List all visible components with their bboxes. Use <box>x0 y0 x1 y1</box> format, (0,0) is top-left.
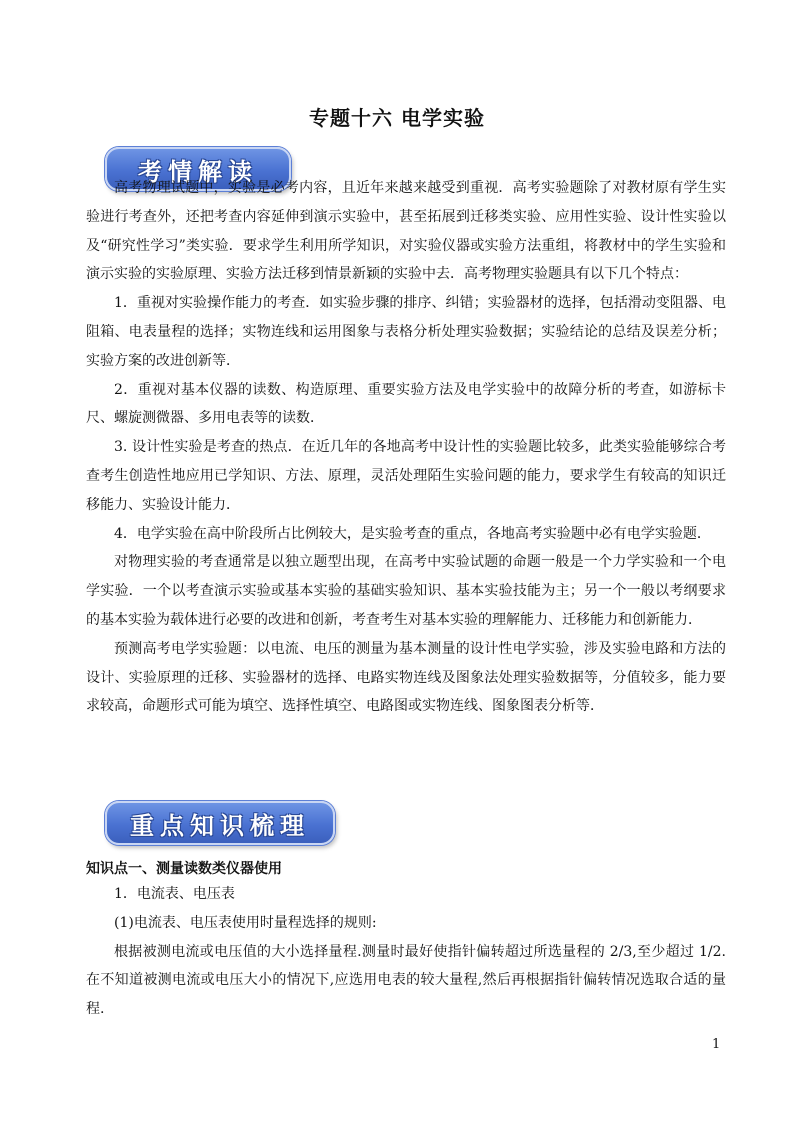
paragraph: 对物理实验的考查通常是以独立题型出现，在高考中实验试题的命题一般是一个力学实验和一个电学实验．一个以考查演示实验或基本实验的基础实验知识、基本实验技能为主；另一个一般以考纲要求的基本实验为载体进行必要的改进和创新，考查考生对基本实验的理解能力、迁移能力和创新能力． <box>86 554 726 628</box>
knowledge-point-text <box>86 880 726 1024</box>
paragraph: (1)电流表、电压表使用时量程选择的规则: <box>114 914 377 931</box>
section-banner-key-knowledge: 重点知识梳理 <box>105 801 335 845</box>
paragraph: 2．重视对基本仪器的读数、构造原理、重要实验方法及电学实验中的故障分析的考查，如游标卡尺、螺旋测微器、多用电表等的读数． <box>86 381 726 427</box>
paragraph: 根据被测电流或电压值的大小选择量程.测量时最好使指针偏转超过所选量程的 2/3,至少超过 1/2.在不知道被测电流或电压大小的情况下,应选用电表的较大量程,然后再根据指针偏转情况选取合适的量程. <box>86 943 726 1018</box>
section-banner-exam-analysis: 考情解读 <box>105 147 291 191</box>
exam-analysis-text <box>86 174 726 721</box>
paragraph: 预测高考电学实验题：以电流、电压的测量为基本测量的设计性电学实验，涉及实验电路和方法的设计、实验原理的迁移、实验器材的选择、电路实物连线及图象法处理实验数据等，分值较多，能力要求较高，命题形式可能为填空、选择性填空、电路图或实物连线、图象图表分析等． <box>86 640 726 715</box>
paragraph: 3. 设计性实验是考查的热点．在近几年的各地高考中设计性的实验题比较多，此类实验能够综合考查考生创造性地应用已学知识、方法、原理，灵活处理陌生实验问题的能力，要求学生有较高的知识迁移能力、实验设计能力． <box>86 439 726 513</box>
paragraph: 1．重视对实验操作能力的考查．如实验步骤的排序、纠错；实验器材的选择，包括滑动变阻器、电阻箱、电表量程的选择；实物连线和运用图象与表格分析处理实验数据；实验结论的总结及误差分析；实验方案的改进创新等． <box>86 295 726 369</box>
page-number: 1 <box>712 1037 721 1052</box>
paragraph: 高考物理试题中，实验是必考内容，且近年来越来越受到重视．高考实验题除了对教材原有学生实验进行考查外，还把考查内容延伸到演示实验中，甚至拓展到迁移类实验、应用性实验、设计性实验以及“研究性学习”类实验．要求学生利用所学知识，对实验仪器或实验方法重组，将教材中的学生实验和演示实验的实验原理、实验方法迁移到情景新颖的实验中去．高考物理实验题具有以下几个特点： <box>86 180 726 283</box>
paragraph: 1．电流表、电压表 <box>114 886 235 902</box>
page-title: 专题十六 电学实验 <box>309 106 485 130</box>
knowledge-point-heading: 知识点一、测量读数类仪器使用 <box>86 861 282 877</box>
paragraph: 4．电学实验在高中阶段所占比例较大，是实验考查的重点，各地高考实验题中必有电学实验题． <box>114 525 711 542</box>
